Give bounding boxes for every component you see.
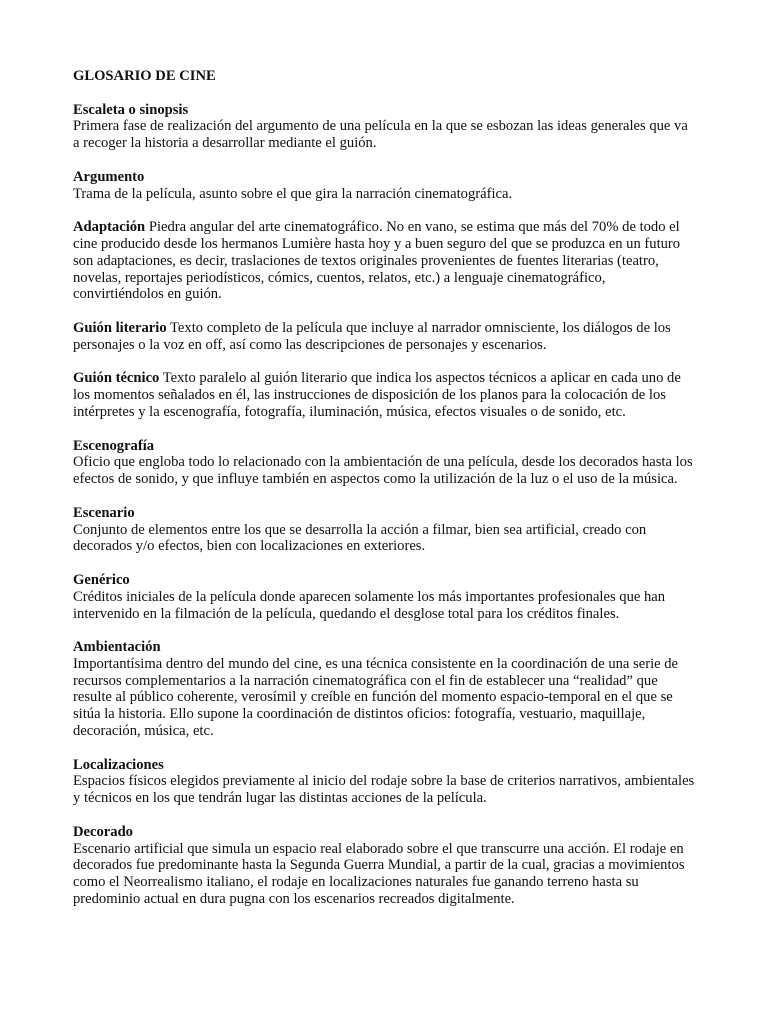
glossary-definition: Conjunto de elementos entre los que se desarrolla la acción a filmar, bien sea artificial, creado con decorados y/o efectos, bien con localizaciones en exteriores.	[73, 521, 647, 555]
document-title: GLOSARIO DE CINE	[73, 68, 216, 84]
glossary-definition: Piedra angular del arte cinematográfico. No en vano, se estima que más del 70% de todo el cine producido desde los hermanos Lumière hasta hoy y a buen seguro del que se produzca en un futuro son adaptaciones, es decir, traslaciones de textos originales provenientes de fuentes literarias (teatro, novelas, reportajes periodísticos, cómics, cuentos, relatos, etc.) a lenguaje cinematográfico, convirtiéndolos en guión.	[73, 219, 681, 303]
glossary-term: Localizaciones	[73, 756, 164, 773]
glossary-term: Argumento	[73, 168, 145, 185]
glossary-definition: Trama de la película, asunto sobre el que gira la narración cinematográfica.	[73, 185, 513, 202]
glossary-term: Decorado	[73, 823, 133, 840]
glossary-entry-generico	[73, 572, 695, 622]
glossary-entry-adaptacion	[73, 219, 695, 303]
glossary-term: Guión literario	[73, 319, 167, 336]
glossary-term: Guión técnico	[73, 370, 160, 387]
glossary-definition: Oficio que engloba todo lo relacionado con la ambientación de una película, desde los decorados hasta los efectos de sonido, y que influye también en aspectos como la utilización de la luz o el uso de la música.	[73, 454, 693, 488]
document-page	[73, 68, 695, 925]
glossary-definition: Texto completo de la película que incluye al narrador omnisciente, los diálogos de los personajes o la voz en off, así como las descripciones de personajes y escenarios.	[73, 319, 671, 353]
glossary-entry-localizaciones	[73, 757, 695, 807]
glossary-term: Genérico	[73, 571, 130, 588]
glossary-term: Ambientación	[73, 639, 161, 656]
glossary-definition: Escenario artificial que simula un espacio real elaborado sobre el que transcurre una acción. El rodaje en decorados fue predominante hasta la Segunda Guerra Mundial, a partir de la cual, gracias a movimientos como el Neorrealismo italiano, el rodaje en localizaciones naturales fue ganando terreno hasta su predominio actual en dura pugna con los escenarios recreados digitalmente.	[73, 840, 685, 908]
glossary-term: Escaleta o sinopsis	[73, 101, 189, 118]
glossary-entry-decorado	[73, 824, 695, 908]
glossary-definition: Importantísima dentro del mundo del cine, es una técnica consistente en la coordinación de una serie de recursos complementarios a la narración cinematográfica con el fin de establecer una “realidad” que resulte al público coherente, verosímil y creíble en función del momento espacio-temporal en el que se sitúa la historia. Ello supone la coordinación de distintos oficios: fotografía, vestuario, maquillaje, decoración, música, etc.	[73, 655, 679, 740]
glossary-term: Adaptación	[73, 219, 146, 236]
glossary-entry-guion-tecnico	[73, 370, 695, 420]
glossary-entry-guion-literario	[73, 320, 695, 354]
glossary-term: Escenario	[73, 504, 135, 521]
glossary-definition: Texto paralelo al guión literario que indica los aspectos técnicos a aplicar en cada uno de los momentos señalados en él, las instrucciones de disposición de los planos para la colocación de los intérpretes y la escenografía, fotografía, iluminación, música, efectos visuales o de sonido, etc.	[73, 370, 681, 420]
glossary-definition: Créditos iniciales de la película donde aparecen solamente los más importantes profesionales que han intervenido en la filmación de la película, quedando el desglose total para los créditos finales.	[73, 588, 666, 622]
glossary-entry-escaleta	[73, 102, 695, 152]
glossary-definition: Primera fase de realización del argumento de una película en la que se esbozan las ideas generales que va a recoger la historia a desarrollar mediante el guión.	[73, 118, 688, 152]
glossary-entry-argumento	[73, 169, 695, 203]
glossary-definition: Espacios físicos elegidos previamente al inicio del rodaje sobre la base de criterios narrativos, ambientales y técnicos en los que tendrán lugar las distintas acciones de la película.	[73, 773, 695, 807]
glossary-entry-escenografia	[73, 438, 695, 488]
glossary-term: Escenografía	[73, 437, 155, 454]
glossary-entry-escenario	[73, 505, 695, 555]
glossary-entry-ambientacion	[73, 639, 695, 740]
